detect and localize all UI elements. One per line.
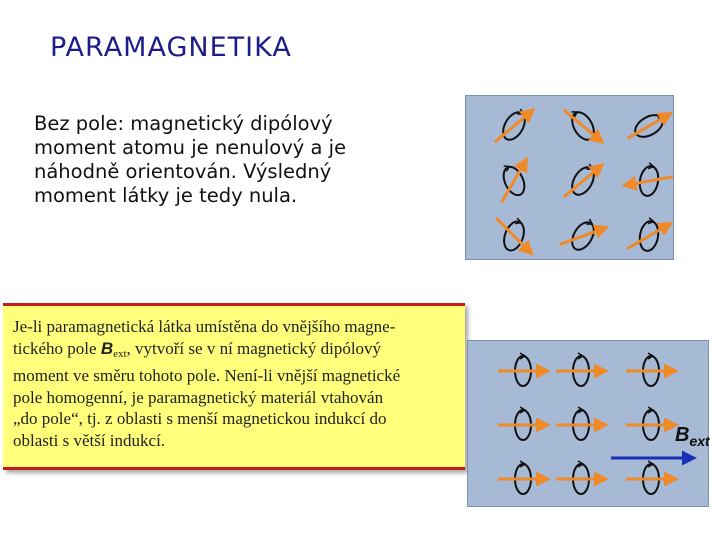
dipole bbox=[556, 353, 606, 386]
moment-arrow bbox=[627, 114, 670, 139]
intro-line: náhodně orientován. Výsledný bbox=[34, 160, 332, 183]
dipole bbox=[495, 109, 533, 144]
explanation-line bbox=[13, 338, 455, 366]
intro-line: moment atomu je nenulový a je bbox=[34, 136, 347, 159]
dipole bbox=[556, 461, 606, 494]
field-label bbox=[675, 424, 710, 449]
intro-line: moment látky je tedy nula. bbox=[34, 184, 298, 207]
aligned-dipoles-diagram bbox=[468, 341, 708, 506]
dipole bbox=[498, 353, 548, 386]
dipole bbox=[626, 353, 676, 386]
explanation-text: , vytvoří se v ní magnetický dipólový bbox=[126, 338, 382, 358]
dipole bbox=[496, 218, 531, 254]
dipole bbox=[564, 109, 602, 144]
moment-arrow bbox=[496, 218, 531, 253]
field-symbol: B bbox=[100, 338, 114, 358]
random-dipoles-diagram bbox=[466, 96, 673, 259]
dipole bbox=[627, 218, 670, 253]
explanation-line: oblasti s větší indukcí. bbox=[13, 430, 166, 450]
dipole bbox=[500, 159, 529, 202]
field-label-subscript: ext bbox=[689, 433, 710, 449]
moment-arrow bbox=[495, 110, 533, 142]
random-dipoles-panel bbox=[465, 95, 674, 260]
dipole bbox=[624, 163, 673, 198]
field-symbol-subscript: ext bbox=[113, 347, 127, 360]
moment-arrow bbox=[564, 165, 602, 197]
explanation-text: tického pole bbox=[13, 338, 101, 358]
explanation-line: „do pole“, tj. z oblasti s menší magnetickou indukcí do bbox=[13, 409, 387, 429]
dipole bbox=[498, 461, 548, 494]
moment-arrow bbox=[560, 227, 607, 244]
field-label-symbol: B bbox=[675, 424, 690, 446]
explanation-line: moment ve směru tohoto pole. Není-li vnější magnetické bbox=[13, 366, 401, 386]
dipole bbox=[627, 111, 670, 142]
explanation-line: pole homogenní, je paramagnetický materiál vtahován bbox=[13, 387, 384, 407]
aligned-dipoles-panel bbox=[467, 340, 709, 507]
moment-arrow bbox=[564, 110, 602, 142]
intro-text bbox=[34, 112, 414, 208]
explanation-box bbox=[3, 303, 465, 470]
dipole bbox=[556, 407, 606, 440]
dipole bbox=[564, 164, 602, 199]
dipole bbox=[626, 461, 676, 494]
dipole bbox=[626, 407, 676, 440]
moment-arrow bbox=[627, 224, 670, 249]
dipole bbox=[560, 219, 607, 254]
page-title: PARAMAGNETIKA bbox=[50, 32, 292, 63]
dipole bbox=[498, 407, 548, 440]
intro-line: Bez pole: magnetický dipólový bbox=[34, 112, 333, 135]
moment-arrow bbox=[624, 177, 673, 186]
explanation-line: Je-li paramagnetická látka umístěna do vnějšího magne- bbox=[13, 317, 396, 336]
